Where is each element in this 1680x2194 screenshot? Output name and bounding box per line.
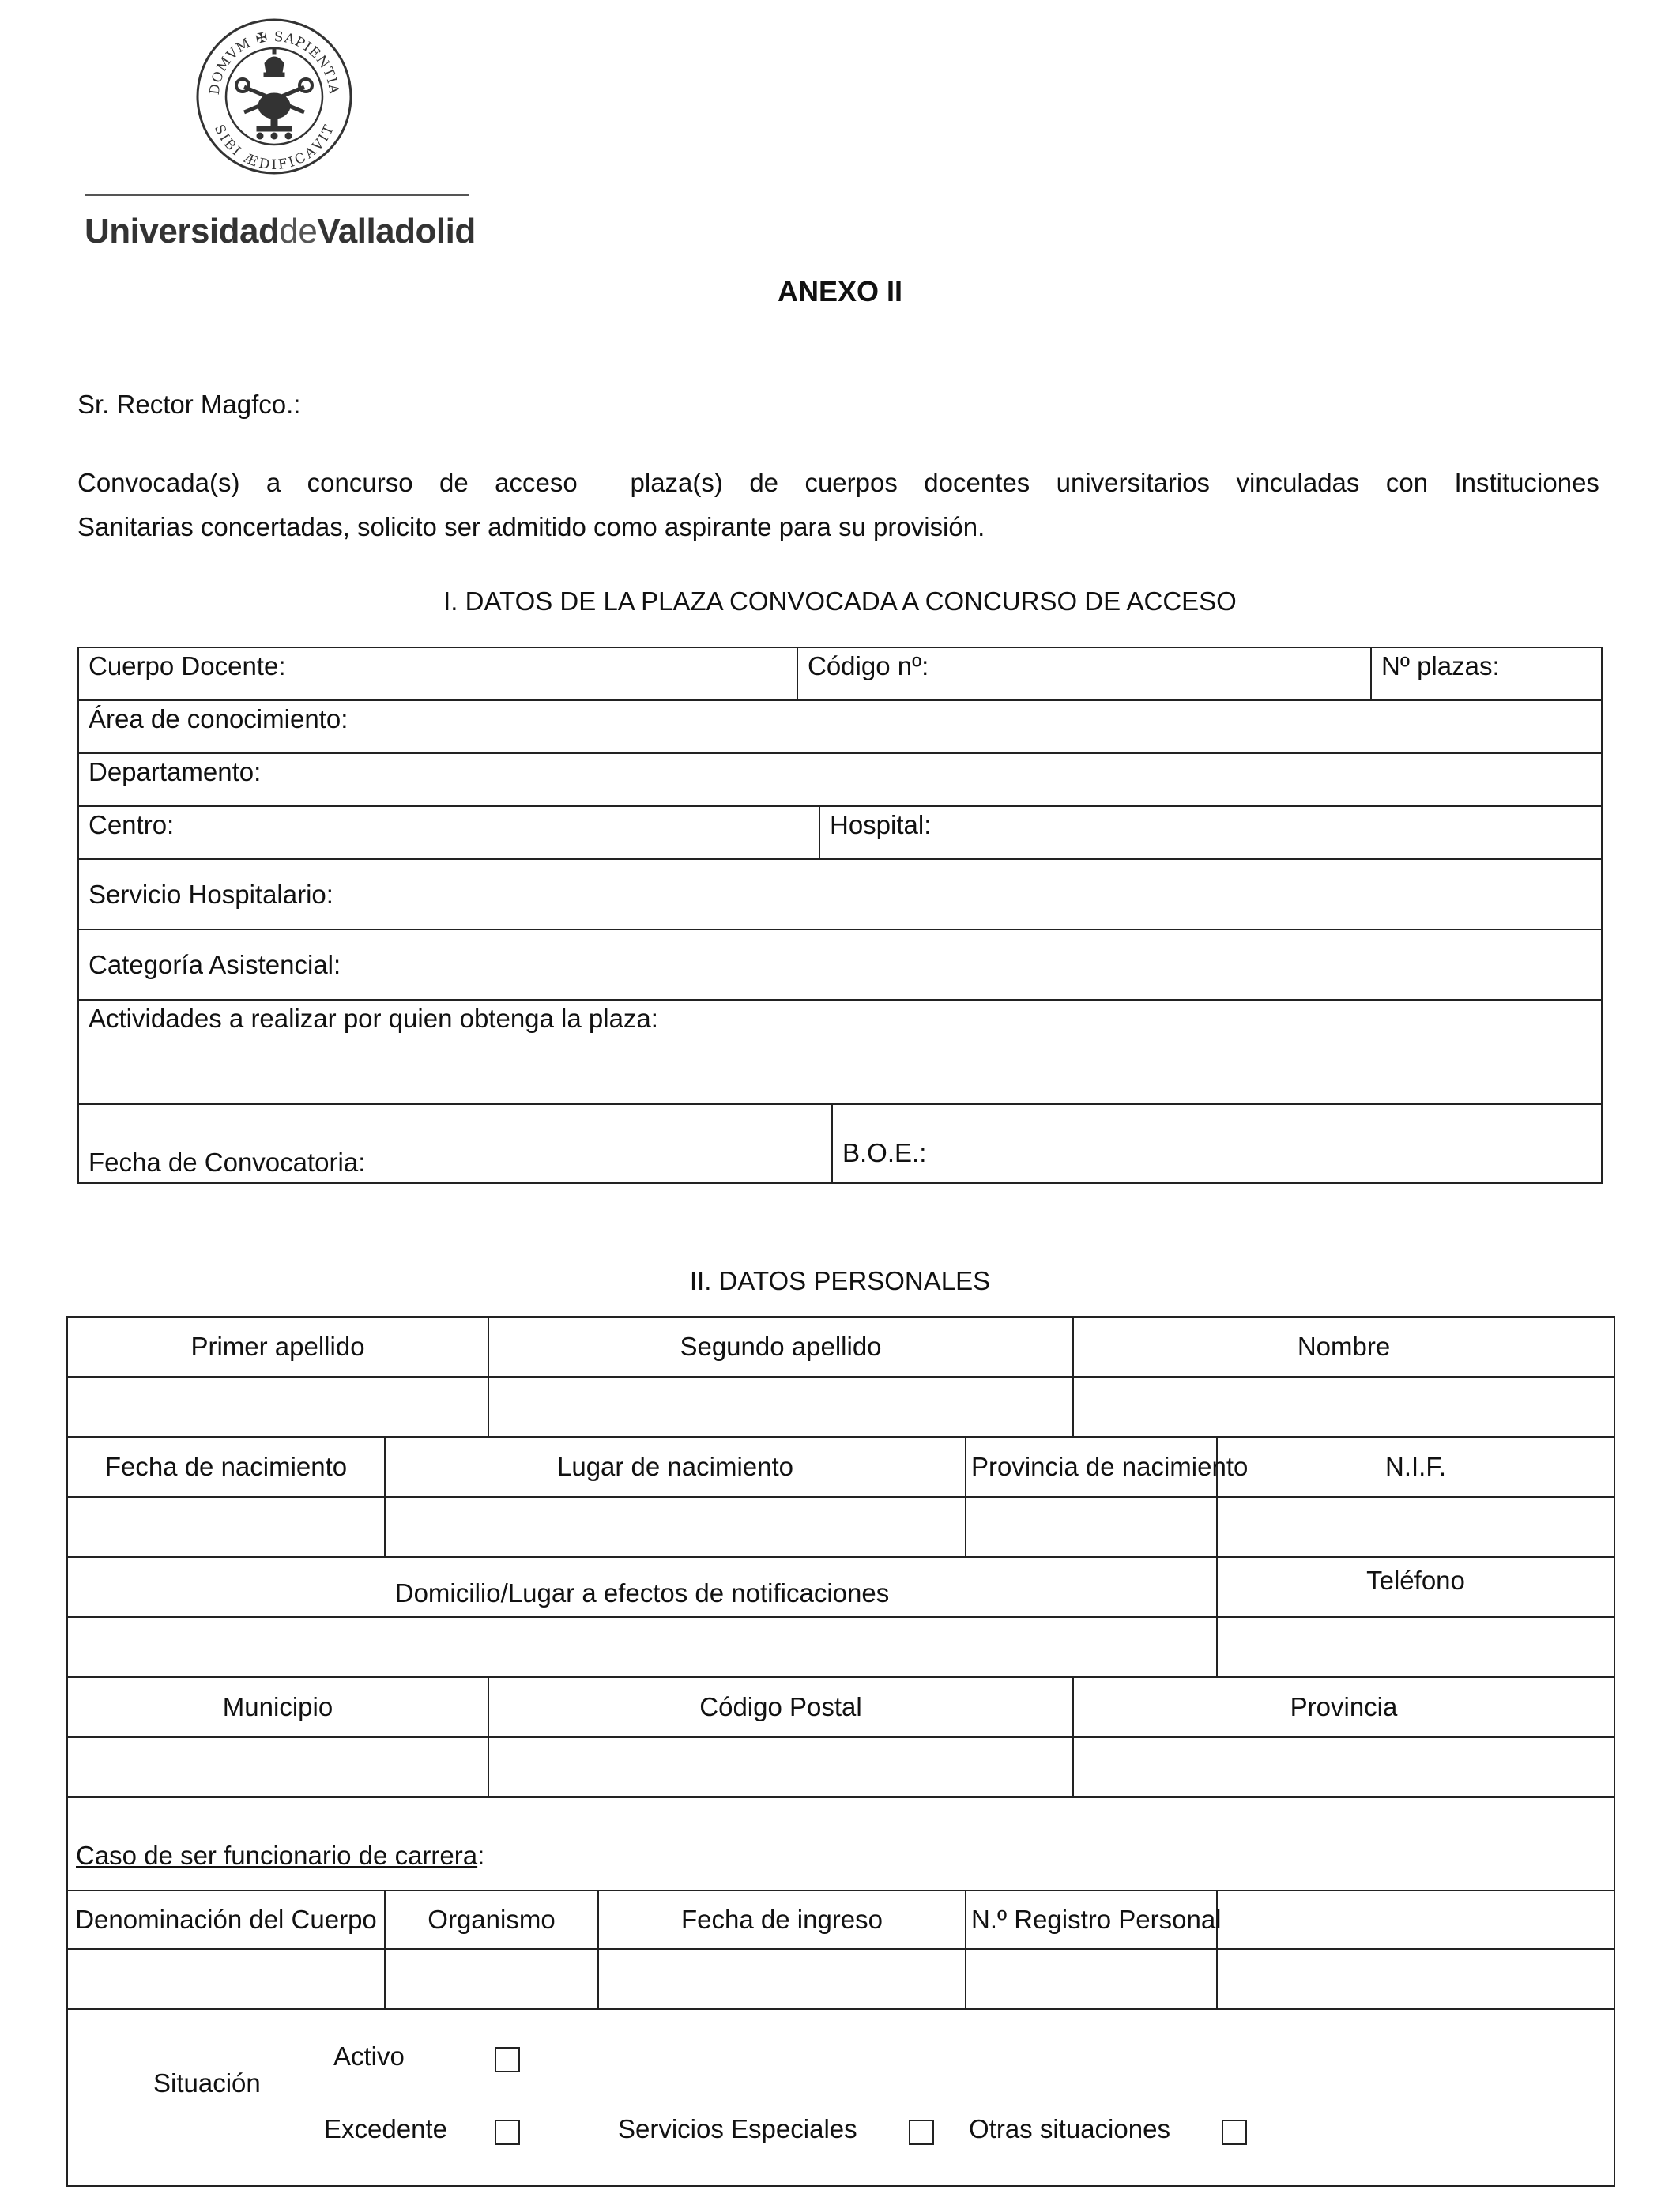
segundo-apellido-header: Segundo apellido bbox=[488, 1317, 1073, 1377]
nombre-header: Nombre bbox=[1073, 1317, 1614, 1377]
departamento-label: Departamento: bbox=[89, 757, 262, 786]
hospital-label: Hospital: bbox=[830, 810, 932, 839]
university-name-suffix: Valladolid bbox=[317, 212, 476, 251]
codigo-postal-input[interactable] bbox=[488, 1737, 1073, 1797]
nif-header: N.I.F. bbox=[1217, 1437, 1614, 1497]
municipio-input[interactable] bbox=[67, 1737, 488, 1797]
primer-apellido-header: Primer apellido bbox=[67, 1317, 488, 1377]
area-conocimiento-label: Área de conocimiento: bbox=[89, 704, 348, 733]
servicio-hospitalario-label: Servicio Hospitalario: bbox=[89, 879, 333, 909]
university-name-connector: de bbox=[279, 212, 318, 251]
organismo-header: Organismo bbox=[385, 1891, 598, 1949]
university-seal-logo bbox=[195, 17, 353, 175]
servicio-hospitalario-field[interactable] bbox=[78, 859, 1602, 929]
segundo-apellido-input[interactable] bbox=[488, 1377, 1073, 1437]
intro-word: acceso bbox=[495, 468, 578, 497]
otras-situaciones-checkbox[interactable] bbox=[1222, 2116, 1247, 2146]
funcionario-heading bbox=[67, 1797, 1614, 1891]
fecha-convocatoria-label: Fecha de Convocatoria: bbox=[89, 1148, 366, 1177]
actividades-label: Actividades a realizar por quien obtenga la plaza: bbox=[89, 1004, 658, 1033]
area-conocimiento-field[interactable] bbox=[78, 700, 1602, 753]
fecha-convocatoria-field[interactable] bbox=[78, 1104, 832, 1183]
codigo-field[interactable] bbox=[797, 647, 1371, 700]
servicios-especiales-label: Servicios Especiales bbox=[618, 2114, 857, 2143]
registro-personal-header: N.º Registro Personal bbox=[966, 1891, 1217, 1949]
activo-checkbox[interactable] bbox=[495, 2043, 520, 2073]
fecha-ingreso-header: Fecha de ingreso bbox=[598, 1891, 966, 1949]
registro-personal-input[interactable] bbox=[966, 1949, 1217, 2009]
intro-word: Instituciones bbox=[1454, 468, 1599, 497]
telefono-header: Teléfono bbox=[1217, 1557, 1614, 1617]
checkbox-square-icon bbox=[495, 2047, 520, 2072]
organismo-input[interactable] bbox=[385, 1949, 598, 2009]
intro-word: a bbox=[266, 468, 281, 497]
nombre-input[interactable] bbox=[1073, 1377, 1614, 1437]
header-divider bbox=[85, 194, 469, 196]
intro-word: con bbox=[1385, 468, 1429, 497]
fecha-nacimiento-input[interactable] bbox=[67, 1497, 385, 1557]
cuerpo-docente-label: Cuerpo Docente: bbox=[89, 651, 286, 680]
intro-word: de bbox=[749, 468, 779, 497]
codigo-label: Código nº: bbox=[808, 651, 929, 680]
intro-word: cuerpos bbox=[804, 468, 898, 497]
hospital-field[interactable] bbox=[819, 806, 1602, 859]
n-plazas-field[interactable] bbox=[1371, 647, 1602, 700]
checkbox-square-icon bbox=[495, 2120, 520, 2145]
intro-word: Convocada(s) bbox=[77, 468, 240, 497]
intro-line-1 bbox=[77, 461, 1599, 505]
activo-label: Activo bbox=[333, 2041, 405, 2071]
primer-apellido-input[interactable] bbox=[67, 1377, 488, 1437]
municipio-header: Municipio bbox=[67, 1677, 488, 1737]
university-name-prefix: Universidad bbox=[85, 212, 280, 251]
actividades-field[interactable] bbox=[78, 1000, 1602, 1104]
fecha-nacimiento-header: Fecha de nacimiento bbox=[67, 1437, 385, 1497]
denominacion-cuerpo-header bbox=[67, 1891, 385, 1949]
intro-word: docentes bbox=[924, 468, 1030, 497]
otras-situaciones-label: Otras situaciones bbox=[969, 2114, 1170, 2143]
intro-paragraph bbox=[77, 461, 1599, 549]
greeting: Sr. Rector Magfco.: bbox=[77, 390, 301, 419]
section-2-title: II. DATOS PERSONALES bbox=[689, 1266, 991, 1295]
n-plazas-label: Nº plazas: bbox=[1381, 651, 1500, 680]
centro-label: Centro: bbox=[89, 810, 175, 839]
lugar-nacimiento-header: Lugar de nacimiento bbox=[385, 1437, 966, 1497]
denominacion-cuerpo-label: Denominación del Cuerpo bbox=[75, 1905, 377, 1934]
spacer-input bbox=[1217, 1949, 1614, 2009]
denominacion-cuerpo-input[interactable] bbox=[67, 1949, 385, 2009]
intro-line-2: Sanitarias concertadas, solicito ser admitido como aspirante para su provisión. bbox=[77, 512, 985, 541]
provincia-nacimiento-header: Provincia de nacimiento bbox=[966, 1437, 1217, 1497]
intro-word: plaza(s) bbox=[630, 468, 723, 497]
categoria-asistencial-field[interactable] bbox=[78, 929, 1602, 1000]
section-1-title: I. DATOS DE LA PLAZA CONVOCADA A CONCURSO DE ACCESO bbox=[443, 586, 1237, 616]
checkbox-square-icon bbox=[1222, 2120, 1247, 2145]
fecha-ingreso-input[interactable] bbox=[598, 1949, 966, 2009]
intro-word: de bbox=[439, 468, 469, 497]
personal-data-table bbox=[66, 1316, 1615, 2187]
spacer-cell bbox=[1217, 1891, 1614, 1949]
situacion-block bbox=[67, 2009, 1614, 2186]
university-name bbox=[85, 212, 476, 251]
excedente-label: Excedente bbox=[324, 2114, 447, 2143]
boe-field[interactable] bbox=[832, 1104, 1602, 1183]
nif-input[interactable] bbox=[1217, 1497, 1614, 1557]
domicilio-input[interactable] bbox=[67, 1617, 1217, 1677]
intro-word: universitarios bbox=[1056, 468, 1211, 497]
boe-label: B.O.E.: bbox=[842, 1138, 927, 1167]
codigo-postal-header: Código Postal bbox=[488, 1677, 1073, 1737]
provincia-input[interactable] bbox=[1073, 1737, 1614, 1797]
excedente-checkbox[interactable] bbox=[495, 2116, 520, 2146]
servicios-especiales-checkbox[interactable] bbox=[909, 2116, 934, 2146]
cuerpo-docente-field[interactable] bbox=[78, 647, 797, 700]
telefono-input[interactable] bbox=[1217, 1617, 1614, 1677]
centro-field[interactable] bbox=[78, 806, 819, 859]
intro-word: concurso bbox=[307, 468, 413, 497]
checkbox-square-icon bbox=[909, 2120, 934, 2145]
provincia-header: Provincia bbox=[1073, 1677, 1614, 1737]
domicilio-header: Domicilio/Lugar a efectos de notificaciones bbox=[67, 1557, 1217, 1617]
departamento-field[interactable] bbox=[78, 753, 1602, 806]
seal-text-top: DOMVM ✠ SAPIENTIA bbox=[206, 28, 342, 96]
funcionario-colon: : bbox=[477, 1841, 485, 1870]
seal-text-bottom: SIBI ÆDIFICAVIT bbox=[210, 122, 338, 174]
annex-title: ANEXO II bbox=[777, 275, 903, 307]
intro-word: vinculadas bbox=[1236, 468, 1360, 497]
plaza-data-table bbox=[77, 647, 1603, 1184]
situacion-label: Situación bbox=[153, 2068, 261, 2098]
provincia-nacimiento-input[interactable] bbox=[966, 1497, 1217, 1557]
categoria-asistencial-label: Categoría Asistencial: bbox=[89, 949, 341, 979]
lugar-nacimiento-input[interactable] bbox=[385, 1497, 966, 1557]
funcionario-label: Caso de ser funcionario de carrera bbox=[76, 1841, 478, 1870]
